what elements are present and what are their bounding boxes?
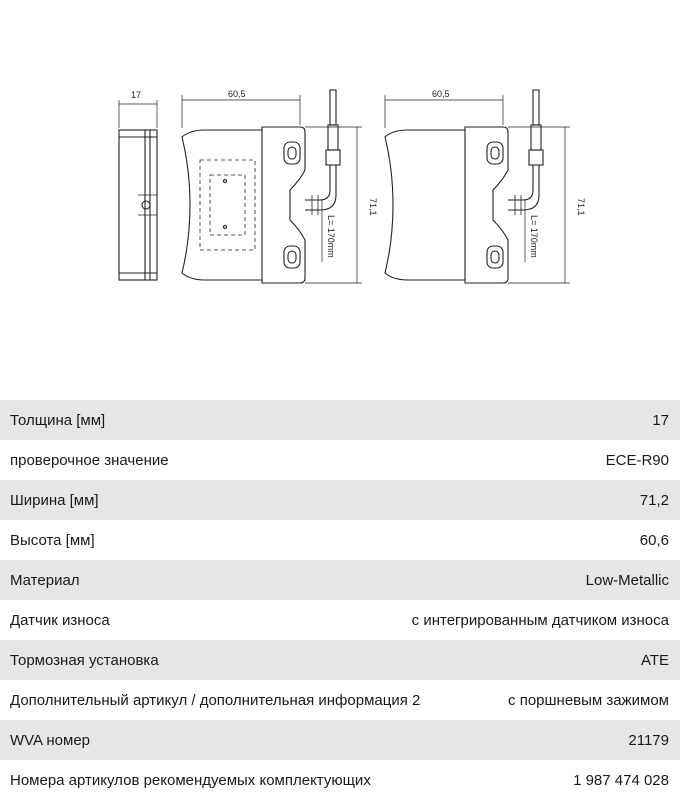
- spec-value: ECE-R90: [605, 451, 669, 469]
- spec-value: с интегрированным датчиком износа: [411, 611, 669, 629]
- spec-label: Толщина [мм]: [10, 411, 106, 429]
- spec-value: 71,2: [639, 491, 669, 509]
- spec-value: 21179: [628, 731, 669, 749]
- spec-value: 1 987 474 028: [573, 771, 669, 789]
- side-view: [119, 100, 157, 280]
- spec-table: [0, 400, 680, 800]
- spec-row-test-value: [0, 440, 680, 480]
- spec-row-thickness: [0, 400, 680, 440]
- spec-label: проверочное значение: [10, 451, 169, 469]
- cable-length-right: L= 170mm: [529, 215, 539, 258]
- spec-label: Тормозная установка: [10, 651, 159, 669]
- dim-height-right: 71,1: [576, 198, 586, 216]
- spec-value: 17: [652, 411, 669, 429]
- dim-width-left: 60,5: [228, 89, 246, 99]
- spec-label: Высота [мм]: [10, 531, 95, 549]
- spec-row-additional-info: [0, 680, 680, 720]
- spec-label: Номера артикулов рекомендуемых комплектующих: [10, 771, 371, 789]
- spec-value: ATE: [640, 651, 669, 669]
- spec-row-wear-sensor: [0, 600, 680, 640]
- spec-row-brake-system: [0, 640, 680, 680]
- spec-row-height: [0, 520, 680, 560]
- cable-length-left: L= 170mm: [326, 215, 336, 258]
- spec-label: Датчик износа: [10, 611, 110, 629]
- dim-width-right: 60,5: [432, 89, 450, 99]
- spec-value: Low-Metallic: [585, 571, 669, 589]
- spec-label: Ширина [мм]: [10, 491, 99, 509]
- spec-label: Материал: [10, 571, 80, 589]
- front-view-right: [385, 90, 570, 283]
- dim-height-left: 71,1: [368, 198, 378, 216]
- spec-row-recommended-parts: [0, 760, 680, 800]
- spec-label: WVA номер: [10, 731, 91, 749]
- spec-value: с поршневым зажимом: [508, 691, 669, 709]
- spec-row-material: [0, 560, 680, 600]
- dim-thickness: 17: [131, 90, 142, 100]
- spec-row-width: [0, 480, 680, 520]
- spec-value: 60,6: [639, 531, 669, 549]
- spec-row-wva-number: [0, 720, 680, 760]
- spec-label: Дополнительный артикул / дополнительная информация 2: [10, 691, 421, 709]
